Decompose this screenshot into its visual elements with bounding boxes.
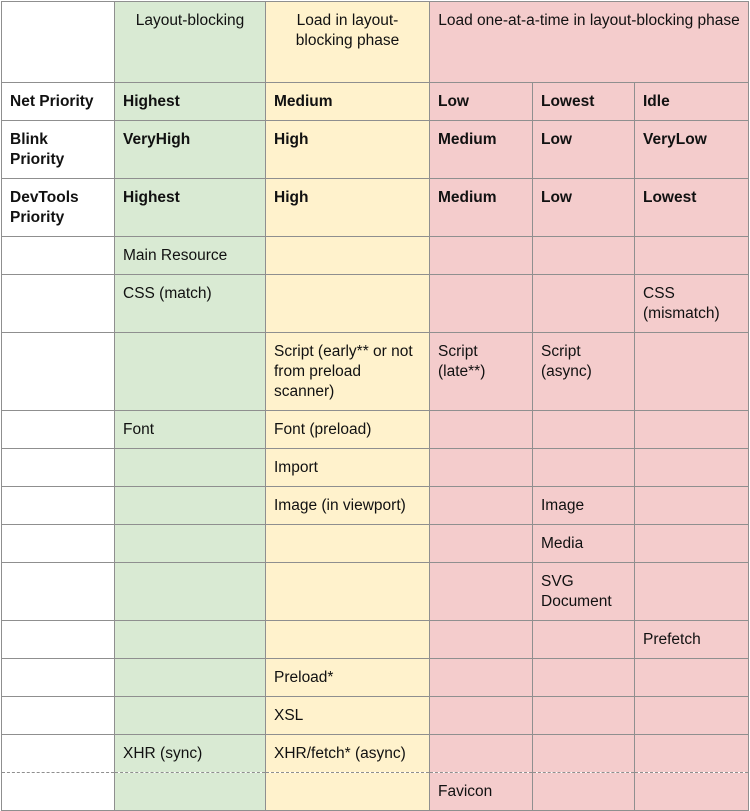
resource-cell <box>635 449 749 487</box>
row-label <box>2 237 115 275</box>
resource-cell: XHR (sync) <box>115 735 266 773</box>
row-label <box>2 735 115 773</box>
resource-cell <box>266 275 430 333</box>
resource-cell <box>533 697 635 735</box>
row-label: Blink Priority <box>2 121 115 179</box>
priority-cell: Low <box>430 83 533 121</box>
resource-cell: Script (late**) <box>430 333 533 411</box>
devtools-priority-row <box>2 179 749 237</box>
resource-cell <box>533 621 635 659</box>
resource-cell <box>635 411 749 449</box>
resource-cell <box>266 563 430 621</box>
resource-cell: Font <box>115 411 266 449</box>
resource-cell: XHR/fetch* (async) <box>266 735 430 773</box>
priority-cell: Medium <box>430 179 533 237</box>
resource-cell <box>115 525 266 563</box>
resource-cell <box>533 449 635 487</box>
group-header-layout-blocking: Layout-blocking <box>115 2 266 83</box>
priority-cell: Lowest <box>533 83 635 121</box>
priority-cell: Low <box>533 179 635 237</box>
resource-cell <box>533 735 635 773</box>
row-label <box>2 333 115 411</box>
resource-cell <box>266 621 430 659</box>
priority-cell: Lowest <box>635 179 749 237</box>
priority-cell: High <box>266 121 430 179</box>
resource-cell <box>115 563 266 621</box>
resource-cell: SVG Document <box>533 563 635 621</box>
resource-cell <box>533 237 635 275</box>
resource-cell <box>635 525 749 563</box>
resource-cell <box>635 697 749 735</box>
resource-cell <box>635 773 749 811</box>
resource-row <box>2 449 749 487</box>
resource-cell <box>430 237 533 275</box>
resource-cell <box>430 735 533 773</box>
resource-row <box>2 411 749 449</box>
net-priority-row <box>2 83 749 121</box>
resource-cell: Import <box>266 449 430 487</box>
resource-cell <box>533 773 635 811</box>
resource-row <box>2 697 749 735</box>
resource-row <box>2 735 749 773</box>
resource-cell: Prefetch <box>635 621 749 659</box>
resource-cell <box>533 659 635 697</box>
resource-cell <box>115 659 266 697</box>
header-corner-cell <box>2 2 115 83</box>
row-label <box>2 697 115 735</box>
row-label <box>2 563 115 621</box>
resource-cell: Media <box>533 525 635 563</box>
resource-cell <box>635 735 749 773</box>
resource-cell: CSS (match) <box>115 275 266 333</box>
resource-cell <box>533 411 635 449</box>
resource-cell <box>115 487 266 525</box>
priority-cell: Highest <box>115 83 266 121</box>
resource-cell <box>266 525 430 563</box>
row-label <box>2 449 115 487</box>
resource-cell <box>635 237 749 275</box>
resource-cell <box>430 449 533 487</box>
resource-cell <box>430 621 533 659</box>
resource-cell: Image (in viewport) <box>266 487 430 525</box>
resource-cell: Favicon <box>430 773 533 811</box>
resource-priority-table <box>1 1 749 811</box>
resource-row <box>2 487 749 525</box>
resource-cell <box>115 449 266 487</box>
resource-cell: XSL <box>266 697 430 735</box>
resource-cell <box>115 697 266 735</box>
row-label <box>2 487 115 525</box>
resource-row <box>2 621 749 659</box>
resource-cell <box>430 487 533 525</box>
resource-row <box>2 275 749 333</box>
resource-cell <box>430 411 533 449</box>
resource-cell <box>635 659 749 697</box>
resource-cell: Image <box>533 487 635 525</box>
resource-row <box>2 333 749 411</box>
resource-cell <box>430 697 533 735</box>
resource-cell <box>430 563 533 621</box>
group-header-row <box>2 2 749 83</box>
resource-cell <box>635 563 749 621</box>
resource-cell <box>115 333 266 411</box>
resource-cell <box>266 773 430 811</box>
resource-row <box>2 237 749 275</box>
blink-priority-row <box>2 121 749 179</box>
priority-cell: Idle <box>635 83 749 121</box>
resource-row <box>2 525 749 563</box>
resource-row <box>2 563 749 621</box>
priority-cell: Highest <box>115 179 266 237</box>
row-label: Net Priority <box>2 83 115 121</box>
row-label <box>2 621 115 659</box>
priority-cell: Low <box>533 121 635 179</box>
resource-cell <box>430 275 533 333</box>
group-header-load-in-phase: Load in layout-blocking phase <box>266 2 430 83</box>
resource-cell: Script (early** or not from preload scanner) <box>266 333 430 411</box>
priority-cell: VeryHigh <box>115 121 266 179</box>
resource-cell: Preload* <box>266 659 430 697</box>
resource-cell <box>115 621 266 659</box>
row-label <box>2 659 115 697</box>
resource-cell: CSS (mismatch) <box>635 275 749 333</box>
resource-cell: Font (preload) <box>266 411 430 449</box>
resource-cell <box>430 659 533 697</box>
resource-cell <box>635 333 749 411</box>
priority-cell: Medium <box>430 121 533 179</box>
row-label <box>2 773 115 811</box>
resource-cell <box>635 487 749 525</box>
resource-cell: Script (async) <box>533 333 635 411</box>
group-header-one-at-a-time: Load one-at-a-time in layout-blocking phase <box>430 2 749 83</box>
priority-cell: High <box>266 179 430 237</box>
resource-row <box>2 659 749 697</box>
row-label <box>2 275 115 333</box>
resource-row <box>2 773 749 811</box>
row-label: DevTools Priority <box>2 179 115 237</box>
resource-cell <box>430 525 533 563</box>
priority-cell: Medium <box>266 83 430 121</box>
priority-cell: VeryLow <box>635 121 749 179</box>
row-label <box>2 525 115 563</box>
resource-cell <box>266 237 430 275</box>
resource-cell: Main Resource <box>115 237 266 275</box>
resource-cell <box>115 773 266 811</box>
row-label <box>2 411 115 449</box>
resource-cell <box>533 275 635 333</box>
